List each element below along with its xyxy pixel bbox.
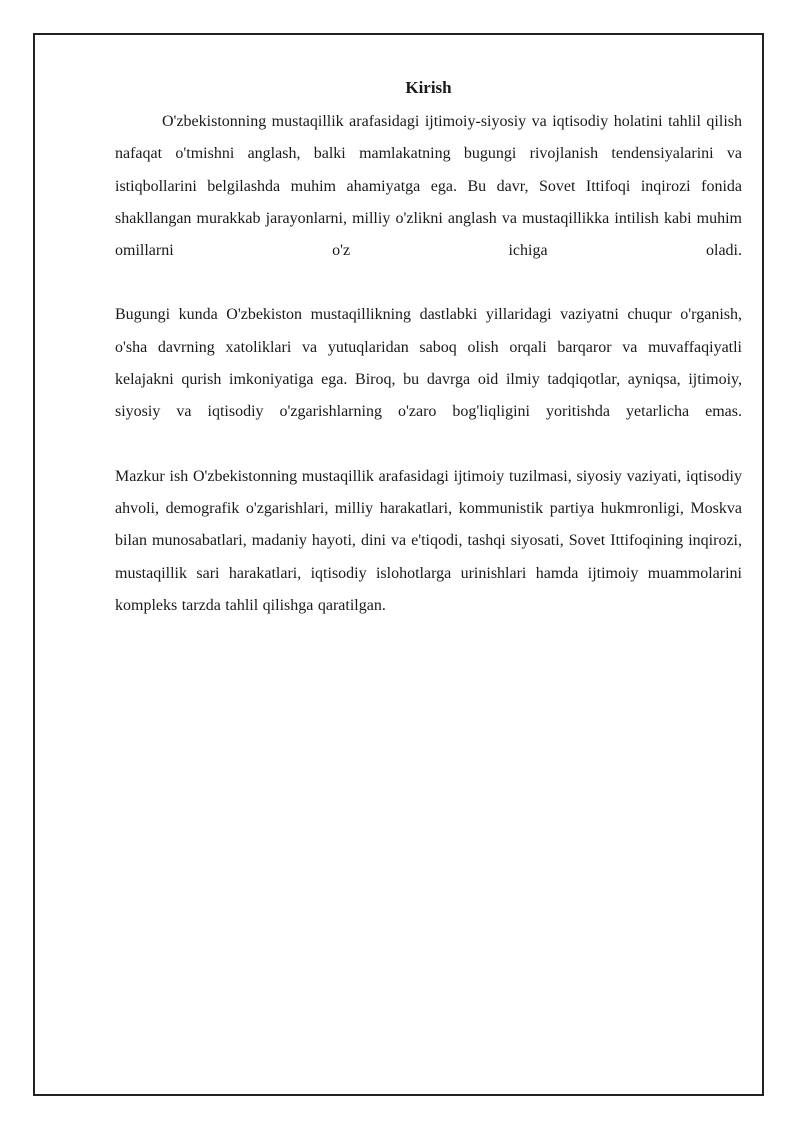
paragraph-spacer [115, 267, 742, 299]
paragraph-1: O'zbekistonning mustaqillik arafasidagi ijtimoiy-siyosiy va iqtisodiy holatini tahlil qilish nafaqat o'tmishni anglash, balki mamlakatning bugungi rivojlanish tendensiyalarini va istiqbollarini belgilashda muhim ahamiyatga ega. Bu davr, Sovet Ittifoqi inqirozi fonida shakllangan murakkab jarayonlarni, milliy o'zlikni anglash va mustaqillikka intilish kabi muhim omillarni o'z ichiga oladi. [115, 113, 742, 260]
paragraph-2: Bugungi kunda O'zbekiston mustaqillikning dastlabki yillaridagi vaziyatni chuqur o'rganish, o'sha davrning xatoliklari va yutuqlaridan saboq olish orqali barqaror va muvaffaqiyatli kelajakni qurish imkoniyatiga ega. Biroq, bu davrga oid ilmiy tadqiqotlar, ayniqsa, ijtimoiy, siyosiy va iqtisodiy o'zgarishlarning o'zaro bog'liqligini yoritishda yetarlicha emas. [115, 306, 742, 421]
document-body [115, 76, 742, 622]
paragraph-spacer [115, 429, 742, 461]
document-title: Kirish [405, 78, 452, 97]
paragraph-3: Mazkur ish O'zbekistonning mustaqillik arafasidagi ijtimoiy tuzilmasi, siyosiy vaziyati, iqtisodiy ahvoli, demografik o'zgarishlari, milliy harakatlari, kommunistik partiya hukmronligi, Moskva bilan munosabatlari, madaniy hayoti, dini va e'tiqodi, tashqi siyosati, Sovet Ittifoqining inqirozi, mustaqillik sari harakatlari, iqtisodiy islohotlarga urinishlari hamda ijtimoiy muammolarini kompleks tarzda tahlil qilishga qaratilgan. [115, 467, 742, 614]
